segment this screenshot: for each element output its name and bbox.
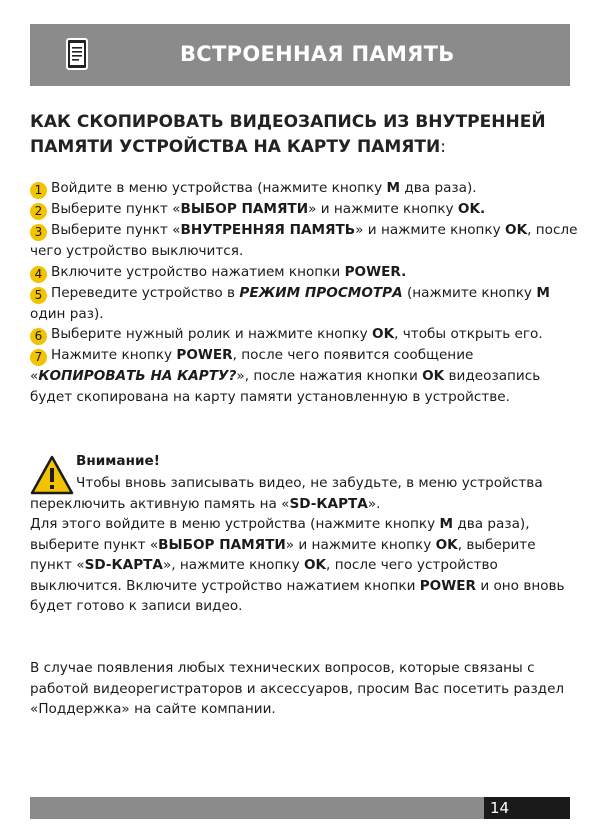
step-text: , чтобы открыть его. <box>394 326 543 342</box>
step-text: POWER <box>176 347 233 363</box>
step-item <box>30 199 578 220</box>
warning-text: , после чего устройство выключится. Включите устройство нажатием кнопки <box>30 557 498 594</box>
step-text: OK <box>422 368 445 384</box>
warning-text: OK <box>303 557 327 573</box>
step-item <box>30 283 578 325</box>
step-item <box>30 324 578 345</box>
step-item <box>30 178 578 199</box>
steps-list <box>30 178 578 407</box>
warning-text: POWER <box>419 577 476 594</box>
warning-text: OK <box>435 536 458 553</box>
footer-bar <box>30 797 484 819</box>
step-text: один раз). <box>30 305 104 322</box>
page-number: 14 <box>484 797 570 819</box>
step-number-badge: 4 <box>30 266 47 283</box>
step-text: » и нажмите кнопку <box>308 201 458 217</box>
step-number-badge: 7 <box>30 349 47 366</box>
step-number-badge: 5 <box>30 287 47 304</box>
step-item <box>30 220 578 262</box>
step-number-badge: 2 <box>30 203 47 220</box>
step-number-badge: 3 <box>30 224 47 241</box>
step-text: » и нажмите кнопку <box>355 222 506 238</box>
page-header <box>30 24 570 86</box>
step-text: ВЫБОР ПАМЯТИ <box>180 201 309 217</box>
step-text: Выберите пункт « <box>51 222 181 238</box>
step-text: , после чего устройство выключится. <box>30 222 578 259</box>
step-text: », после нажатия кнопки <box>236 368 423 384</box>
step-text: ВНУТРЕННЯЯ ПАМЯТЬ <box>180 222 356 238</box>
step-text: КОПИРОВАТЬ НА КАРТУ? <box>38 368 237 384</box>
step-number-badge: 6 <box>30 328 47 345</box>
step-text: Войдите в меню устройства (нажмите кнопку <box>51 180 387 196</box>
step-text: OK <box>505 222 528 238</box>
step-text: Выберите пункт « <box>51 201 181 217</box>
step-text: Включите устройство нажатием кнопки <box>51 263 345 280</box>
step-text: (нажмите кнопку <box>402 284 537 301</box>
step-text: M <box>386 180 401 196</box>
warning-text: SD-КАРТА <box>289 495 368 512</box>
support-paragraph: В случае появления любых технических вопросов, которые связаны с работой видеорегистраторов и аксессуаров, просим Вас посетить раздел «Поддержка» на сайте компании. <box>30 660 565 717</box>
warning-text: M <box>439 516 454 532</box>
step-text: POWER. <box>344 263 407 280</box>
warning-text: ВЫБОР ПАМЯТИ <box>158 536 286 553</box>
step-text: два раза). <box>400 180 477 196</box>
heading-colon: : <box>440 137 446 157</box>
warning-title: Внимание! <box>76 453 160 469</box>
step-text: Переведите устройство в <box>51 284 240 301</box>
step-text: M <box>536 284 550 301</box>
step-item <box>30 262 578 283</box>
warning-text: два раза), выберите пункт « <box>30 516 530 553</box>
section-heading <box>30 110 550 160</box>
document-icon <box>66 38 88 70</box>
step-number-badge: 1 <box>30 182 47 199</box>
step-item <box>30 345 578 407</box>
step-text: Выберите нужный ролик и нажмите кнопку <box>51 326 373 342</box>
warning-text: SD-КАРТА <box>84 557 163 573</box>
warning-text: Для этого войдите в меню устройства (нажмите кнопку <box>30 516 440 532</box>
warning-text: ». <box>367 495 381 512</box>
warning-text: », нажмите кнопку <box>162 557 304 573</box>
step-text: OK <box>372 326 395 342</box>
step-text: видеозапись будет скопирована на карту памяти установленную в устройстве. <box>30 368 541 405</box>
warning-body <box>30 473 578 617</box>
step-text: OK. <box>457 201 486 217</box>
step-text: РЕЖИМ ПРОСМОТРА <box>239 284 403 301</box>
warning-text: и оно вновь будет готово к записи видео. <box>30 577 565 614</box>
step-text: , после чего появится сообщение « <box>30 347 474 384</box>
warning-text: » и нажмите кнопку <box>285 536 436 553</box>
warning-text: Чтобы вновь записывать видео, не забудьте, в меню устройства переключить активную память на « <box>30 475 543 512</box>
heading-text: КАК СКОПИРОВАТЬ ВИДЕОЗАПИСЬ ИЗ ВНУТРЕННЕЙ ПАМЯТИ УСТРОЙСТВА НА КАРТУ ПАМЯТИ <box>30 112 546 157</box>
step-text: Нажмите кнопку <box>51 347 177 363</box>
warning-text: , выберите пункт « <box>30 536 536 573</box>
header-title: ВСТРОЕННАЯ ПАМЯТЬ <box>180 42 455 66</box>
